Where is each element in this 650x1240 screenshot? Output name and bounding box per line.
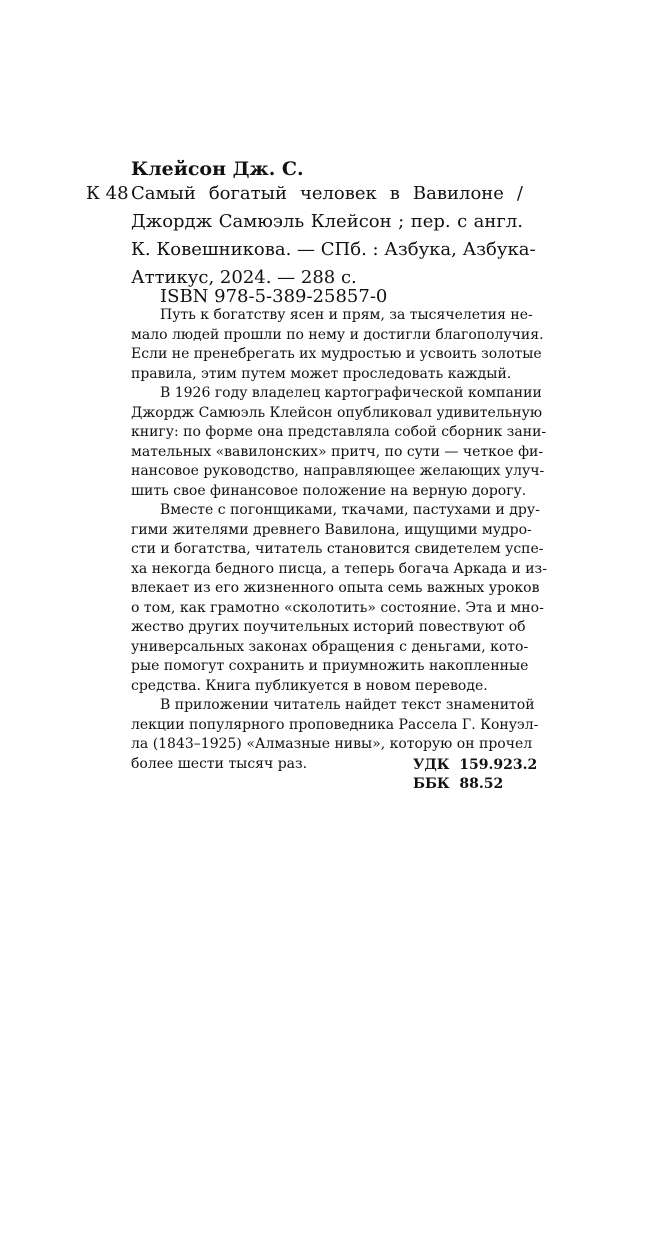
annotation-paragraph bbox=[131, 501, 547, 696]
annotation-line: Джордж Самюэль Клейсон опубликовал удивительную bbox=[131, 404, 543, 421]
annotation-line: Вместе с погонщиками, ткачами, пастухами и дру- bbox=[160, 502, 540, 518]
annotation-line: ла (1843–1925) «Алмазные нивы», которую он прочел bbox=[131, 736, 533, 752]
annotation-line: Если не пренебрегать их мудростью и усвоить золотые bbox=[131, 346, 542, 362]
annotation-line: Путь к богатству ясен и прям, за тысячелетия не- bbox=[160, 307, 533, 323]
annotation-line: гими жителями древнего Вавилона, ищущими мудро- bbox=[131, 521, 532, 538]
annotation-line: В 1926 году владелец картографической компании bbox=[160, 385, 542, 401]
annotation-paragraph bbox=[131, 384, 547, 501]
annotation-line: шить свое финансовое положение на верную дорогу. bbox=[131, 482, 527, 499]
annotation-line: В приложении читатель найдет текст знаменитой bbox=[160, 697, 535, 713]
annotation-line: нансовое руководство, направляющее желающих улуч- bbox=[131, 463, 545, 479]
annotation-line: книгу: по форме она представляла собой сборник зани- bbox=[131, 424, 547, 440]
annotation-line: влекает из его жизненного опыта семь важных уроков bbox=[131, 580, 540, 596]
annotation-paragraph bbox=[131, 306, 544, 384]
annotation-line: сти и богатства, читатель становится свидетелем успе- bbox=[131, 541, 544, 557]
annotation-line: жество других поучительных историй повествуют об bbox=[131, 619, 526, 635]
annotation-line: более шести тысяч раз. bbox=[131, 755, 308, 772]
bbk-code: ББК 88.52 bbox=[413, 776, 504, 792]
description-line: К. Ковешникова. — СПб. : Азбука, Азбука- bbox=[131, 239, 536, 260]
annotation-line: универсальных законах обращения с деньгами, кото- bbox=[131, 638, 529, 655]
annotation-line: о том, как грамотно «сколотить» состояние. Эта и мно- bbox=[131, 599, 544, 616]
description-line: Аттикус, 2024. — 288 с. bbox=[131, 267, 357, 288]
annotation-line: правила, этим путем может проследовать каждый. bbox=[131, 365, 512, 382]
isbn: ISBN 978-5-389-25857-0 bbox=[160, 286, 388, 307]
annotation-line: лекции популярного проповедника Рассела Г. Конуэл- bbox=[131, 716, 539, 733]
annotation bbox=[131, 306, 547, 774]
description-line: Джордж Самюэль Клейсон ; пер. с англ. bbox=[131, 211, 523, 232]
annotation-line: мательных «вавилонских» притч, по сути — четкое фи- bbox=[131, 443, 544, 460]
author-heading: Клейсон Дж. С. bbox=[131, 158, 304, 180]
annotation-line: рые помогут сохранить и приумножить накопленные bbox=[131, 658, 529, 674]
annotation-line: ха некогда бедного писца, а теперь богача Аркада и из- bbox=[131, 560, 547, 577]
udk-code: УДК 159.923.2 bbox=[413, 757, 538, 773]
description-line: Самый богатый человек в Вавилоне / bbox=[131, 183, 523, 204]
annotation-line: средства. Книга публикуется в новом переводе. bbox=[131, 677, 488, 694]
annotation-line: мало людей прошли по нему и достигли благополучия. bbox=[131, 326, 544, 343]
call-number: К 48 bbox=[86, 183, 129, 204]
bibliographic-description bbox=[131, 180, 536, 292]
